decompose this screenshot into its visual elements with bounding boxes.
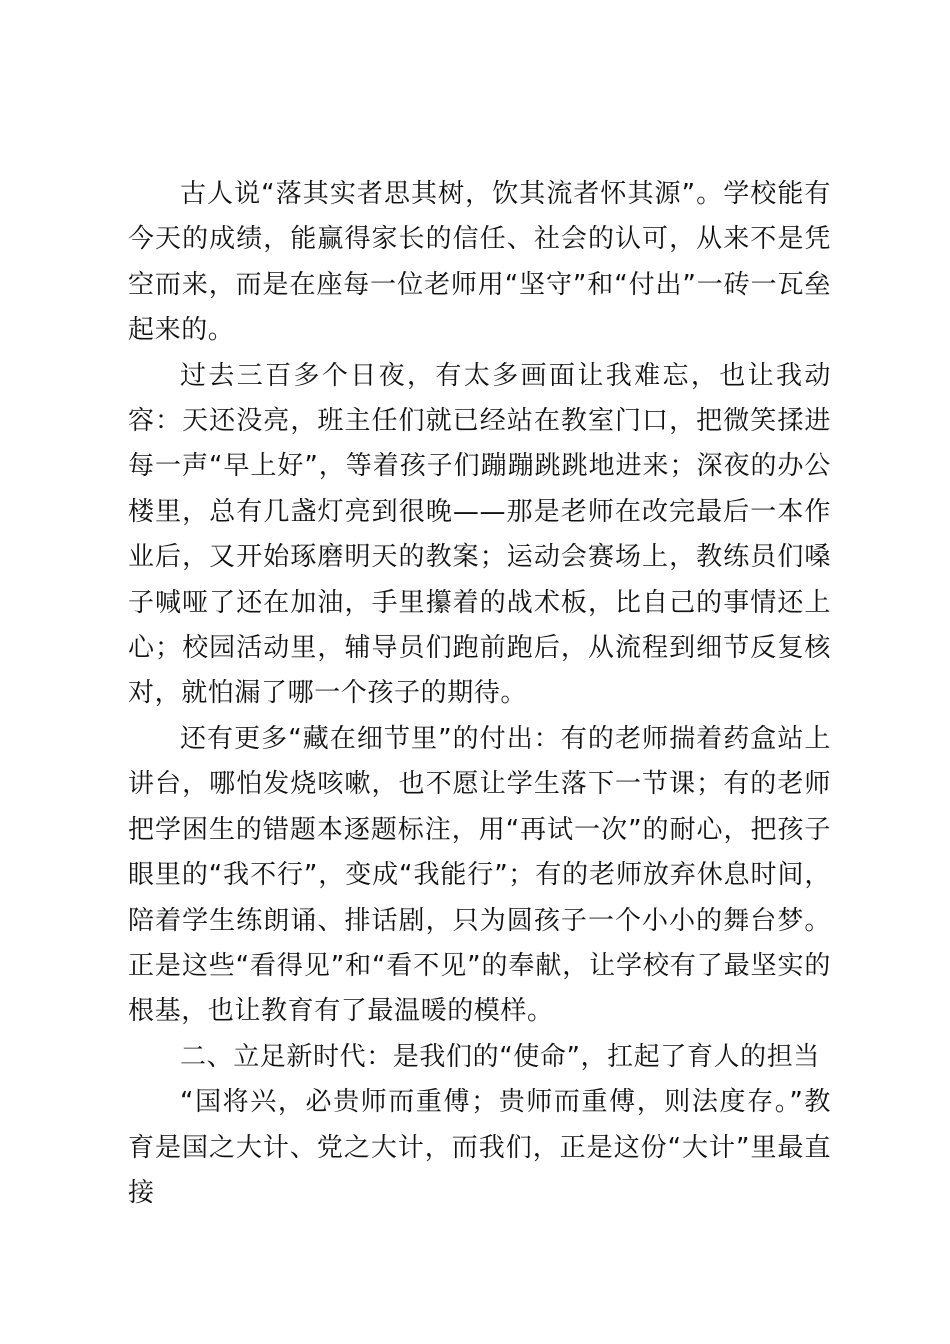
document-body: [128, 172, 831, 1216]
paragraph-hidden-dedication: 还有更多“藏在细节里”的付出：有的老师揣着药盒站上讲台，哪怕发烧咳嗽，也不愿让学生落下一节课；有的老师把学困生的错题本逐题标注，用“再试一次”的耐心，把孩子眼里的“我不行”，变成“我能行”；有的老师放弃休息时间，陪着学生练朗诵、排话剧，只为圆孩子一个小小的舞台梦。正是这些“看得见”和“看不见”的奉献，让学校有了最坚实的根基，也让教育有了最温暖的模样。: [128, 723, 831, 1027]
paragraph-gratitude: 古人说“落其实者思其树，饮其流者怀其源”。学校能有今天的成绩，能赢得家长的信任、社会的认可，从来不是凭空而来，而是在座每一位老师用“坚守”和“付出”一砖一瓦垒起来的。: [128, 179, 831, 346]
paragraph-mission: “国将兴，必贵师而重傅；贵师而重傅，则法度存。”教育是国之大计、党之大计，而我们，正是这份“大计”里最直接: [128, 1087, 831, 1208]
section-heading: 二、立足新时代：是我们的“使命”，扛起了育人的担当: [180, 1041, 820, 1072]
paragraph-daily-moments: 过去三百多个日夜，有太多画面让我难忘，也让我动容：天还没亮，班主任们就已经站在教室门口，把微笑揉进每一声“早上好”，等着孩子们蹦蹦跳跳地进来；深夜的办公楼里，总有几盏灯亮到很晚——那是老师在改完最后一本作业后，又开始琢磨明天的教案；运动会赛场上，教练员们嗓子喊哑了还在加油，手里攥着的战术板，比自己的事情还上心；校园活动里，辅导员们跑前跑后，从流程到细节反复核对，就怕漏了哪一个孩子的期待。: [128, 360, 831, 709]
